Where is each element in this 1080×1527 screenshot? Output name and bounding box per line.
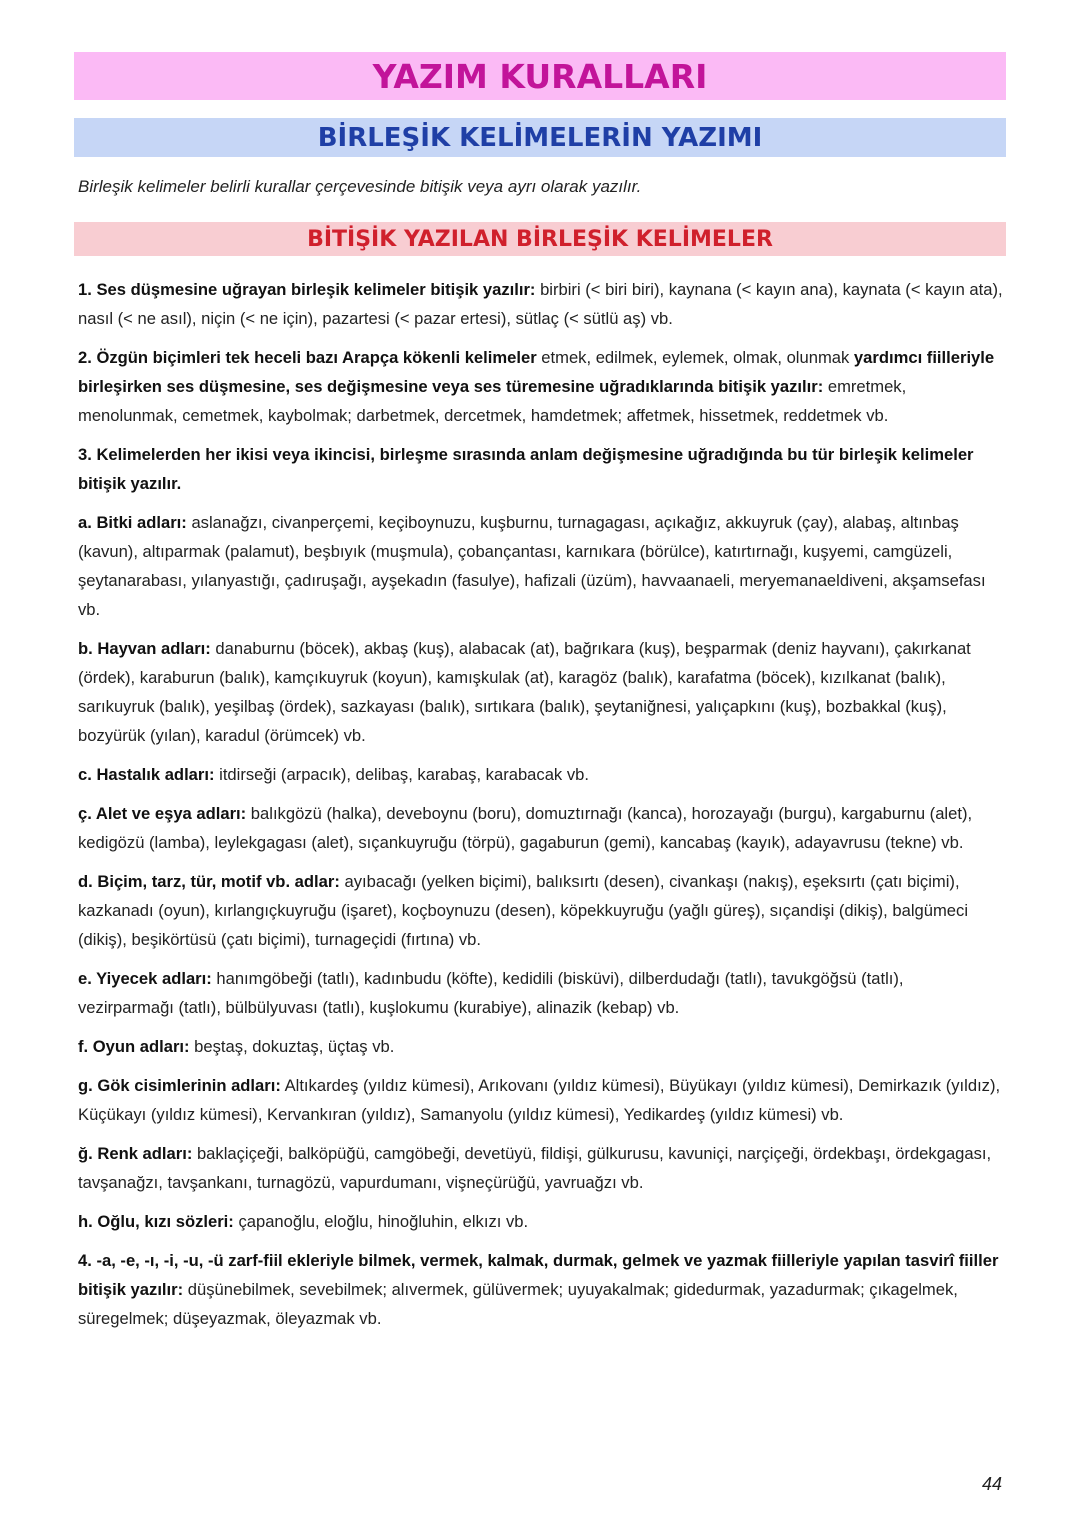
rule-heading: f. Oyun adları: (78, 1037, 190, 1056)
rule-text: aslanağzı, civanperçemi, keçiboynuzu, kuşburnu, turnagagası, açıkağız, akkuyruk (çay), alabaş, altınbaş (kavun), altıparmak (palamut), beşbıyık (muşmula), çobançantası, karnıkara (börülce), katırtırnağı, kuşyemi, camgüzeli, şeytanarabası, yılanyastığı, çadıruşağı, ayşekadın (fasulye), hafizali (üzüm), havvaanaeli, meryemanaeldiveni, akşamsefası vb. (78, 513, 986, 619)
rule-paragraph (78, 1032, 1003, 1061)
rule-text: baklaçiçeği, balköpüğü, camgöbeği, devetüyü, fildişi, gülkurusu, kavuniçi, narçiçeği, ördekbaşı, ördekgagası, tavşanağzı, tavşankanı, turnagözü, vapurdumanı, vişneçürüğü, yavruağzı vb. (78, 1144, 992, 1192)
rule-text: ayıbacağı (yelken biçimi), balıksırtı (desen), civankaşı (nakış), eşeksırtı (çatı biçimi), kazkanadı (oyun), kırlangıçkuyruğu (işaret), koçboynuzu (desen), köpekkuyruğu (yağlı güreş), sıçandişi (dikiş), balgümeci (dikiş), beşikörtüsü (çatı biçimi), turnageçidi (fırtına) vb. (78, 872, 969, 949)
rule-paragraph (78, 799, 1003, 857)
rule-heading: b. Hayvan adları: (78, 639, 211, 658)
rule-text: beştaş, dokuztaş, üçtaş vb. (189, 1037, 395, 1056)
rule-text: etmek, edilmek, eylemek, olmak, olunmak (536, 348, 854, 367)
rule-heading: yardımcı fiilleriyle birleşirken ses düşmesine, ses değişmesine veya ses türemesine uğradıklarında bitişik yazılır: (78, 348, 995, 396)
rule-heading: h. Oğlu, kızı sözleri: (78, 1212, 234, 1231)
rule-heading: ğ. Renk adları: (78, 1144, 193, 1163)
rule-text: emretmek, menolunmak, cemetmek, kaybolmak; darbetmek, dercetmek, hamdetmek; affetmek, hissetmek, reddetmek vb. (78, 377, 907, 425)
page-title: YAZIM KURALLARI (74, 52, 1006, 100)
intro-text: Birleşik kelimeler belirli kurallar çerçevesinde bitişik veya ayrı olarak yazılır. (78, 177, 642, 196)
rule-paragraph (78, 440, 1003, 498)
rule-heading: d. Biçim, tarz, tür, motif vb. adlar: (78, 872, 340, 891)
subtitle-banner: BİRLEŞİK KELİMELERİN YAZIMI (74, 118, 1006, 157)
rule-paragraph (78, 508, 1003, 624)
rule-heading: 2. Özgün biçimleri tek heceli bazı Arapça kökenli kelimeler (78, 348, 537, 367)
rule-paragraph (78, 275, 1003, 333)
rule-paragraph (78, 867, 1003, 954)
rule-paragraph (78, 1207, 1003, 1236)
rule-text: balıkgözü (halka), deveboynu (boru), domuztırnağı (kanca), horozayağı (burgu), kargaburnu (alet), kedigözü (lamba), leylekgagası (alet), sıçankuyruğu (törpü), gagaburun (gemi), kancabaş (kayık), adayavrusu (tekne) vb. (78, 804, 973, 852)
rule-heading: 3. Kelimelerden her ikisi veya ikincisi, birleşme sırasında anlam değişmesine uğradığında bu tür birleşik kelimeler bitişik yazılır. (78, 445, 974, 493)
rule-heading: 4. -a, -e, -ı, -i, -u, -ü zarf-fiil ekleriyle bilmek, vermek, kalmak, durmak, gelmek ve yazmak fiilleriyle yapılan tasvirî fiiller bitişik yazılır: (78, 1251, 999, 1299)
rule-text: birbiri (< biri biri), kaynana (< kayın ana), kaynata (< kayın ata), nasıl (< ne asıl), niçin (< ne için), pazartesi (< pazar ertesi), sütlaç (< sütlü aş) vb. (78, 280, 1003, 328)
rule-heading: 1. Ses düşmesine uğrayan birleşik kelimeler bitişik yazılır: (78, 280, 536, 299)
rule-paragraph (78, 1139, 1003, 1197)
rule-paragraph (78, 634, 1003, 750)
rule-text: hanımgöbeği (tatlı), kadınbudu (köfte), kedidili (bisküvi), dilberdudağı (tatlı), tavukgöğsü (tatlı), vezirparmağı (tatlı), bülbülyuvası (tatlı), kuşlokumu (kurabiye), alinazik (kebap) vb. (78, 969, 904, 1017)
rule-heading: g. Gök cisimlerinin adları: (78, 1076, 281, 1095)
rule-heading: e. Yiyecek adları: (78, 969, 212, 988)
rule-paragraph (78, 343, 1003, 430)
rule-text: danaburnu (böcek), akbaş (kuş), alabacak (at), bağrıkara (kuş), beşparmak (deniz hayvanı), çakırkanat (ördek), karaburun (balık), kamçıkuyruk (koyun), kamışkulak (at), karagöz (balık), karafatma (böcek), kızılkanat (balık), sarıkuyruk (balık), yeşilbaş (ördek), sazkayası (balık), sırtıkara (balık), şeytaniğnesi, yalıçapkını (kuş), bozbakkal (kuş), bozyürük (yılan), karadul (örümcek) vb. (78, 639, 971, 745)
rule-text: itdirseği (arpacık), delibaş, karabaş, karabacak vb. (214, 765, 589, 784)
rules-content (78, 275, 1003, 1343)
rule-heading: a. Bitki adları: (78, 513, 187, 532)
section-title: BİTİŞİK YAZILAN BİRLEŞİK KELİMELER (74, 222, 1006, 256)
rule-heading: ç. Alet ve eşya adları: (78, 804, 247, 823)
rule-text: çapanoğlu, eloğlu, hinoğluhin, elkızı vb. (233, 1212, 529, 1231)
rule-heading: c. Hastalık adları: (78, 765, 215, 784)
rule-text: Altıkardeş (yıldız kümesi), Arıkovanı (yıldız kümesi), Büyükayı (yıldız kümesi), Demirkazık (yıldız), Küçükayı (yıldız kümesi), Kervankıran (yıldız), Samanyolu (yıldız kümesi), Yedikardeş (yıldız kümesi) vb. (78, 1076, 1001, 1124)
page-number: 44 (981, 1474, 1002, 1494)
rule-paragraph (78, 1246, 1003, 1333)
rule-paragraph (78, 760, 1003, 789)
rule-paragraph (78, 1071, 1003, 1129)
rule-paragraph (78, 964, 1003, 1022)
rule-text: düşünebilmek, sevebilmek; alıvermek, gülüvermek; uyuyakalmak; gidedurmak, yazadurmak; çıkagelmek, süregelmek; düşeyazmak, öleyazmak vb. (78, 1280, 958, 1328)
